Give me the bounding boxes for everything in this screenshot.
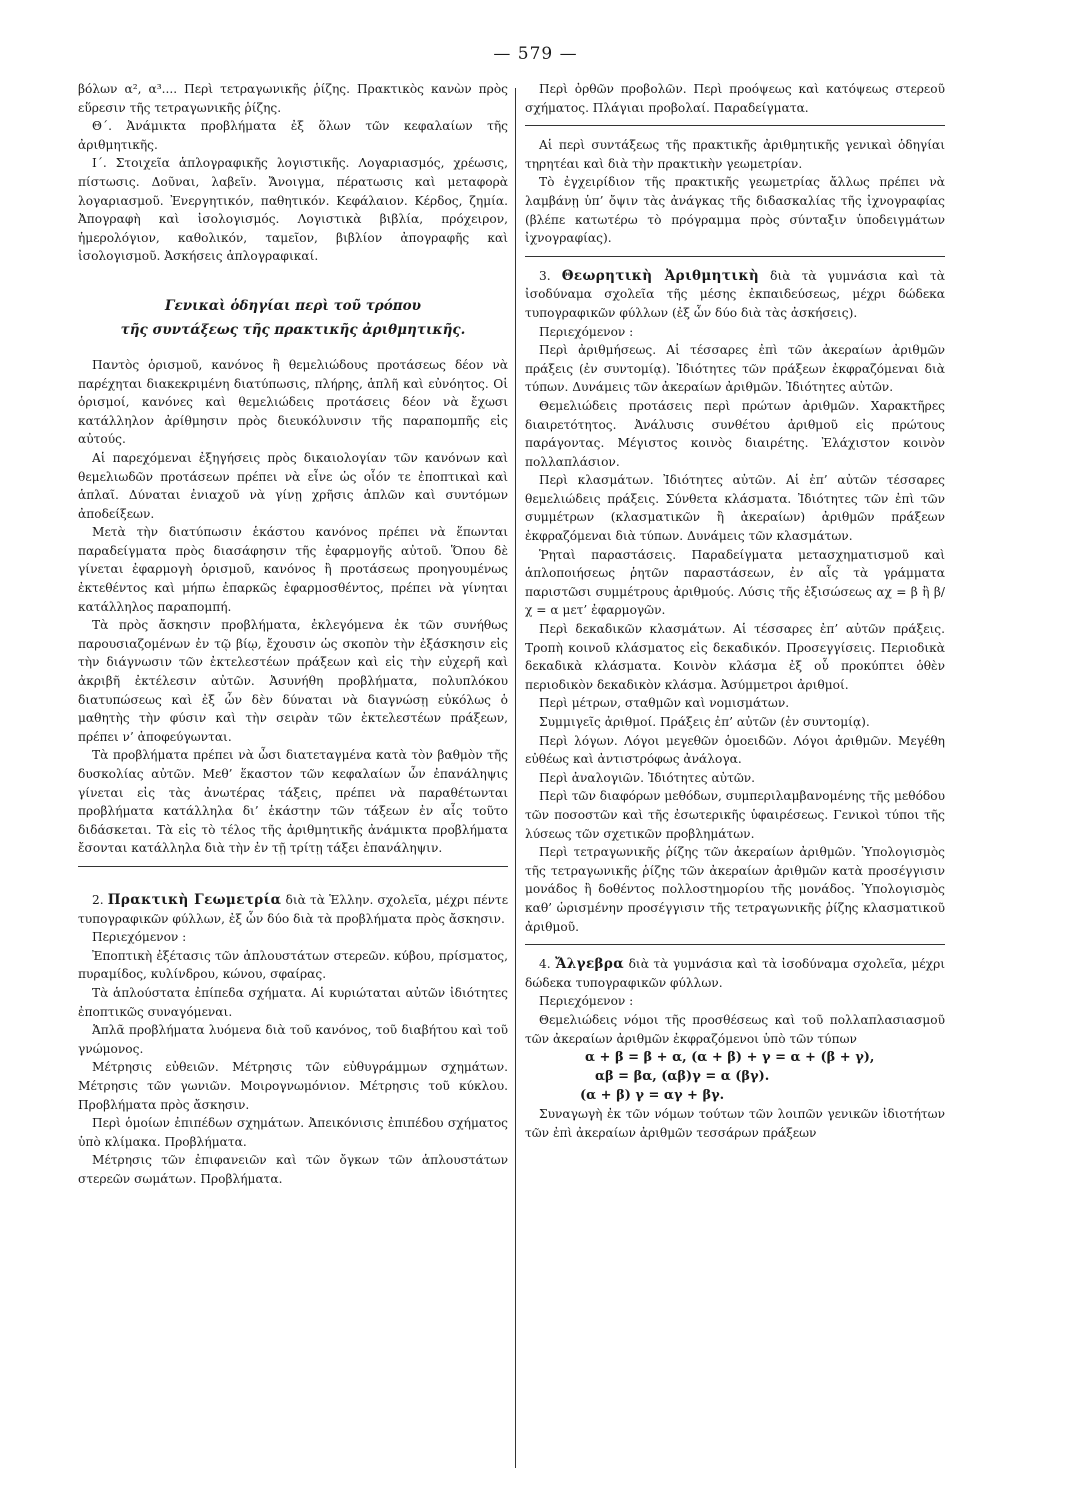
- body-paragraph: Τὰ προβλήματα πρέπει νὰ ὦσι διατεταγμένα κατὰ τὸν βαθμὸν τῆς δυσκολίας αὐτῶν. Μεθ’ ἕκαστον τῶν κεφαλαίων ὧν ἐπανάληψις γίνεται εἰς τὰς ἀνωτέρας τάξεις, πρέπει νὰ παραθέτωνται προβλήματα κατάλληλα δι’ ἑκάστην τῶν τάξεων ἐν αἷς τοῦτο διδάσκεται. Τὰ εἰς τὸ τέλος τῆς ἀριθμητικῆς ἀνάμικτα προβλήματα ἔσονται κατάλληλα διὰ τὴν ἐν τῇ τρίτῃ τάξει ἐπανάληψιν.: [78, 748, 508, 856]
- section-title: Πρακτικὴ Γεωμετρία: [107, 891, 282, 908]
- list-item: Ῥηταὶ παραστάσεις. Παραδείγματα μετασχηματισμοῦ καὶ ἁπλοποιήσεως ῥητῶν παραστάσεων, ἐν αἷς τὰ γράμματα παριστῶσι συμμέτρους ἀριθμούς. Λύσις τῆς ἐξισώσεως αχ = β ἢ β/χ = α μετ’ ἐφαρμογῶν.: [525, 547, 945, 618]
- list-item: Ἐποπτικὴ ἐξέτασις τῶν ἁπλουστάτων στερεῶν. κύβου, πρίσματος, πυραμίδος, κυλίνδρου, κώνου, σφαίρας.: [78, 948, 508, 982]
- body-paragraph: Θεμελιώδεις νόμοι τῆς προσθέσεως καὶ τοῦ πολλαπλασιασμοῦ τῶν ἀκεραίων ἀριθμῶν ἐκφραζόμενοι ὑπὸ τῶν τύπων: [525, 1012, 945, 1046]
- intro-paragraph: βόλων α², α³.... Περὶ τετραγωνικῆς ῥίζης. Πρακτικὸς κανὼν πρὸς εὕρεσιν τῆς τετραγωνικῆς ῥίζης.: [78, 82, 508, 115]
- section-number: 4.: [539, 957, 551, 972]
- list-item: Περὶ κλασμάτων. Ἰδιότητες αὐτῶν. Αἱ ἐπ’ αὐτῶν τέσσαρες θεμελιώδεις πράξεις. Σύνθετα κλάσματα. Ἰδιότητες τῶν ἐπὶ τῶν συμμέτρων (κλασματικῶν ἢ ἀκεραίων) ἀριθμῶν πράξεων ἐκφραζόμεναι διὰ τύπων. Δυνάμεις τῶν κλασμάτων.: [525, 473, 945, 544]
- formula: αβ = βα, (αβ)γ = α (βγ).: [595, 1069, 770, 1085]
- list-item: Περὶ μέτρων, σταθμῶν καὶ νομισμάτων.: [539, 696, 790, 711]
- contents-label: Περιεχόμενον :: [539, 324, 634, 339]
- section-heading: Γενικαὶ ὁδηγίαι περὶ τοῦ τρόπου: [164, 297, 422, 314]
- list-item: Ἁπλᾶ προβλήματα λυόμενα διὰ τοῦ κανόνος, τοῦ διαβήτου καὶ τοῦ γνώμονος.: [78, 1023, 508, 1056]
- right-column: [525, 80, 945, 1142]
- list-item: Τὰ ἁπλούστατα ἐπίπεδα σχήματα. Αἱ κυριώταται αὐτῶν ἰδιότητες ἐποπτικῶς συναγόμεναι.: [78, 985, 508, 1019]
- section-title: Ἄλγεβρα: [555, 956, 625, 973]
- body-paragraph: Αἱ παρεχόμεναι ἐξηγήσεις πρὸς δικαιολογίαν τῶν κανόνων καὶ θεμελιωδῶν προτάσεων πρέπει νὰ εἶνε ὡς οἷόν τε ἐποπτικαὶ καὶ ἁπλαῖ. Δύναται ἐνιαχοῦ νὰ γίνῃ χρῆσις ἁπλῶν καὶ συντόμων ἀποδείξεων.: [78, 450, 508, 521]
- body-paragraph: Τὰ πρὸς ἄσκησιν προβλήματα, ἐκλεγόμενα ἐκ τῶν συνήθως παρουσιαζομένων ἐν τῷ βίῳ, ἔχουσιν ὡς σκοπὸν τὴν ἐξάσκησιν εἰς τὴν διάγνωσιν τῶν ἐκτελεστέων πράξεων καὶ εἰς τὴν εὐχερῆ καὶ ἀκριβῆ ἐκτέλεσιν αὐτῶν. Ἀσυνήθη προβλήματα, πολυπλόκου διατυπώσεως καὶ ἐξ ὧν δὲν δύναται νὰ διαγνώσῃ εὐκόλως ὁ μαθητὴς τὴν φύσιν καὶ τὴν σειρὰν τῶν ἐκτελεστέων πράξεων, πρέπει ν’ ἀποφεύγωνται.: [78, 618, 508, 744]
- list-item: Περὶ δεκαδικῶν κλασμάτων. Αἱ τέσσαρες ἐπ’ αὐτῶν πράξεις. Τροπὴ κοινοῦ κλάσματος εἰς δεκαδικόν. Προσεγγίσεις. Περιοδικὰ δεκαδικὰ κλάσματα. Κοινὸν κλάσμα ἐξ οὗ προκύπτει ὁθὲν περιοδικὸν δεκαδικὸν κλάσμα. Ἀσύμμετροι ἀριθμοί.: [525, 622, 945, 692]
- section-4-intro: [525, 955, 945, 992]
- list-item: Περὶ τετραγωνικῆς ῥίζης τῶν ἀκεραίων ἀριθμῶν. Ὑπολογισμὸς τῆς τετραγωνικῆς ῥίζης τῶν ἀκεραίων ἀριθμῶν κατὰ προσέγγισιν μονάδος ἢ δοθέντος πολλοστημορίου τῆς μονάδος. Ὑπολογισμὸς καθ’ ὡρισμένην προσέγγισιν τῆς τετραγωνικῆς ῥίζης κλασματικοῦ ἀριθμοῦ.: [525, 845, 945, 934]
- section-number: 2.: [92, 892, 104, 907]
- list-item: Περὶ ἀριθμήσεως. Αἱ τέσσαρες ἐπὶ τῶν ἀκεραίων ἀριθμῶν πράξεις (ἐν συντομίᾳ). Ἰδιότητες τῶν πράξεων ἐκφραζόμεναι διὰ τύπων. Δυνάμεις τῶν ἀκεραίων ἀριθμῶν. Ἰδιότητες αὐτῶν.: [525, 343, 945, 395]
- section-2-intro: [78, 891, 508, 928]
- body-paragraph: Αἱ περὶ συντάξεως τῆς πρακτικῆς ἀριθμητικῆς γενικαὶ ὁδηγίαι τηρητέαι καὶ διὰ τὴν πρακτικὴν γεωμετρίαν.: [525, 138, 945, 171]
- list-item: Συμμιγεῖς ἀριθμοί. Πράξεις ἐπ’ αὐτῶν (ἐν συντομίᾳ).: [539, 715, 870, 729]
- list-item: Περὶ τῶν διαφόρων μεθόδων, συμπεριλαμβανομένης τῆς μεθόδου τῶν ποσοστῶν καὶ τῆς ἐσωτερικῆς ὑφαιρέσεως. Γενικοὶ τύποι τῆς λύσεως τῶν σχετικῶν προβλημάτων.: [525, 789, 945, 841]
- list-item: Περὶ ἀναλογιῶν. Ἰδιότητες αὐτῶν.: [539, 770, 756, 785]
- page-number: — 579 —: [493, 44, 578, 64]
- list-item: Θεμελιώδεις προτάσεις περὶ πρώτων ἀριθμῶν. Χαρακτῆρες διαιρετότητος. Ἀνάλυσις συνθέτου ἀριθμοῦ εἰς πρώτους παράγοντας. Μέγιστος κοινὸς διαιρέτης. Ἐλάχιστον κοινὸν πολλαπλάσιον.: [525, 398, 945, 469]
- body-paragraph: Συναγωγὴ ἐκ τῶν νόμων τούτων τῶν λοιπῶν γενικῶν ἰδιοτήτων τῶν ἐπὶ ἀκεραίων ἀριθμῶν τεσσάρων πράξεων: [525, 1107, 945, 1140]
- left-column: [78, 80, 508, 1188]
- section-rule: [525, 256, 945, 257]
- section-rule: [525, 944, 945, 945]
- section-description: διὰ τὰ Ἑλλην. σχολεῖα, μέχρι πέντε τυπογραφικῶν φύλλων, ἐξ ὧν δύο διὰ τὰ προβλήματα πρὸς ἄσκησιν.: [78, 892, 509, 926]
- list-item: Περὶ λόγων. Λόγοι μεγεθῶν ὁμοειδῶν. Λόγοι ἀριθμῶν. Μεγέθη εὐθέως καὶ ἀντιστρόφως ἀνάλογα.: [525, 733, 945, 767]
- intro-paragraph: Ι΄. Στοιχεῖα ἁπλογραφικῆς λογιστικῆς. Λογαριασμός, χρέωσις, πίστωσις. Δοῦναι, λαβεῖν. Ἄνοιγμα, πέρατωσις καὶ μεταφορὰ λογαριασμοῦ. Ἐνεργητικόν, παθητικόν. Κεφάλαιον. Κέρδος, ζημία. Ἀπογραφὴ καὶ ἰσολογισμός. Λογιστικὰ βιβλία, πρόχειρον, ἡμερολόγιον, καθολικόν, ταμεῖον, βιβλίον ἀπογραφῆς καὶ ἰσολογισμοῦ. Ἀσκήσεις ἁπλογραφικαί.: [78, 156, 508, 264]
- column-divider: [515, 88, 516, 1468]
- body-paragraph: Μετὰ τὴν διατύπωσιν ἑκάστου κανόνος πρέπει νὰ ἕπωνται παραδείγματα πρὸς διασάφησιν τῆς ἐφαρμογῆς αὐτοῦ. Ὅπου δὲ γίνεται ἐφαρμογὴ ὁρισμοῦ, κανόνος ἢ προτάσεως προηγουμένως ἐκτεθέντος καὶ μήπω ἐπαρκῶς ἐφαρμοσθέντος, πρέπει νὰ γίνηται κατάλληλος παραπομπή.: [78, 525, 508, 614]
- section-rule: [525, 125, 945, 126]
- section-number: 3.: [539, 268, 551, 283]
- section-title: Θεωρητικὴ Ἀριθμητικὴ: [561, 267, 760, 284]
- list-item: Μέτρησις εὐθειῶν. Μέτρησις τῶν εὐθυγράμμων σχημάτων. Μέτρησις τῶν γωνιῶν. Μοιρογνωμόνιον. Μέτρησις τοῦ κύκλου. Προβλήματα πρὸς ἄσκησιν.: [78, 1060, 508, 1112]
- formula: α + β = β + α, (α + β) + γ = α + (β + γ),: [585, 1050, 875, 1066]
- list-item: Μέτρησις τῶν ἐπιφανειῶν καὶ τῶν ὄγκων τῶν ἁπλουστάτων στερεῶν σωμάτων. Προβλήματα.: [78, 1153, 508, 1186]
- list-item: Περὶ ὁμοίων ἐπιπέδων σχημάτων. Ἀπεικόνισις ἐπιπέδου σχήματος ὑπὸ κλίμακα. Προβλήματα.: [78, 1116, 508, 1149]
- contents-label: Περιεχόμενον :: [92, 930, 187, 945]
- body-paragraph: Περὶ ὀρθῶν προβολῶν. Περὶ προόψεως καὶ κατόψεως στερεοῦ σχήματος. Πλάγιαι προβολαί. Παραδείγματα.: [525, 82, 945, 115]
- section-heading: τῆς συντάξεως τῆς πρακτικῆς ἀριθμητικῆς.: [120, 321, 466, 338]
- section-3-intro: [525, 267, 945, 323]
- body-paragraph: Τὸ ἐγχειρίδιον τῆς πρακτικῆς γεωμετρίας ἄλλως πρέπει νὰ λαμβάνῃ ὑπ’ ὄψιν τὰς ἀνάγκας τῆς διδασκαλίας τῆς ἰχνογραφίας (βλέπε κατωτέρω τὸ πρόγραμμα πρὸς σύνταξιν ὑποδειγμάτων ἰχνογραφίας).: [525, 175, 945, 246]
- contents-label: Περιεχόμενον :: [539, 994, 634, 1009]
- section-rule: [78, 866, 508, 867]
- formula: (α + β) γ = αγ + βγ.: [580, 1088, 725, 1104]
- section-description: διὰ τὰ γυμνάσια καὶ τὰ ἰσοδύναμα σχολεῖα τῆς μέσης ἐκπαιδεύσεως, μέχρι δώδεκα τυπογραφικῶν φύλλων (ἐξ ὧν δύο διὰ τὰς ἀσκήσεις).: [525, 268, 946, 320]
- intro-paragraph: Θ΄. Ἀνάμικτα προβλήματα ἐξ ὅλων τῶν κεφαλαίων τῆς ἀριθμητικῆς.: [78, 119, 508, 152]
- body-paragraph: Παντὸς ὁρισμοῦ, κανόνος ἢ θεμελιώδους προτάσεως δέον νὰ παρέχηται διακεκριμένη διατύπωσις, πλήρης, ἁπλῆ καὶ εὐνόητος. Οἱ ὁρισμοί, κανόνες καὶ θεμελιώδεις προτάσεις δέον νὰ ἔχωσι κατάλληλον ἀρίθμησιν πρὸς διευκόλυνσιν τῆς παραπομπῆς εἰς αὐτούς.: [78, 357, 508, 447]
- section-description: διὰ τὰ γυμνάσια καὶ τὰ ἰσοδύναμα σχολεῖα, μέχρι δώδεκα τυπογραφικῶν φύλλων.: [525, 957, 946, 990]
